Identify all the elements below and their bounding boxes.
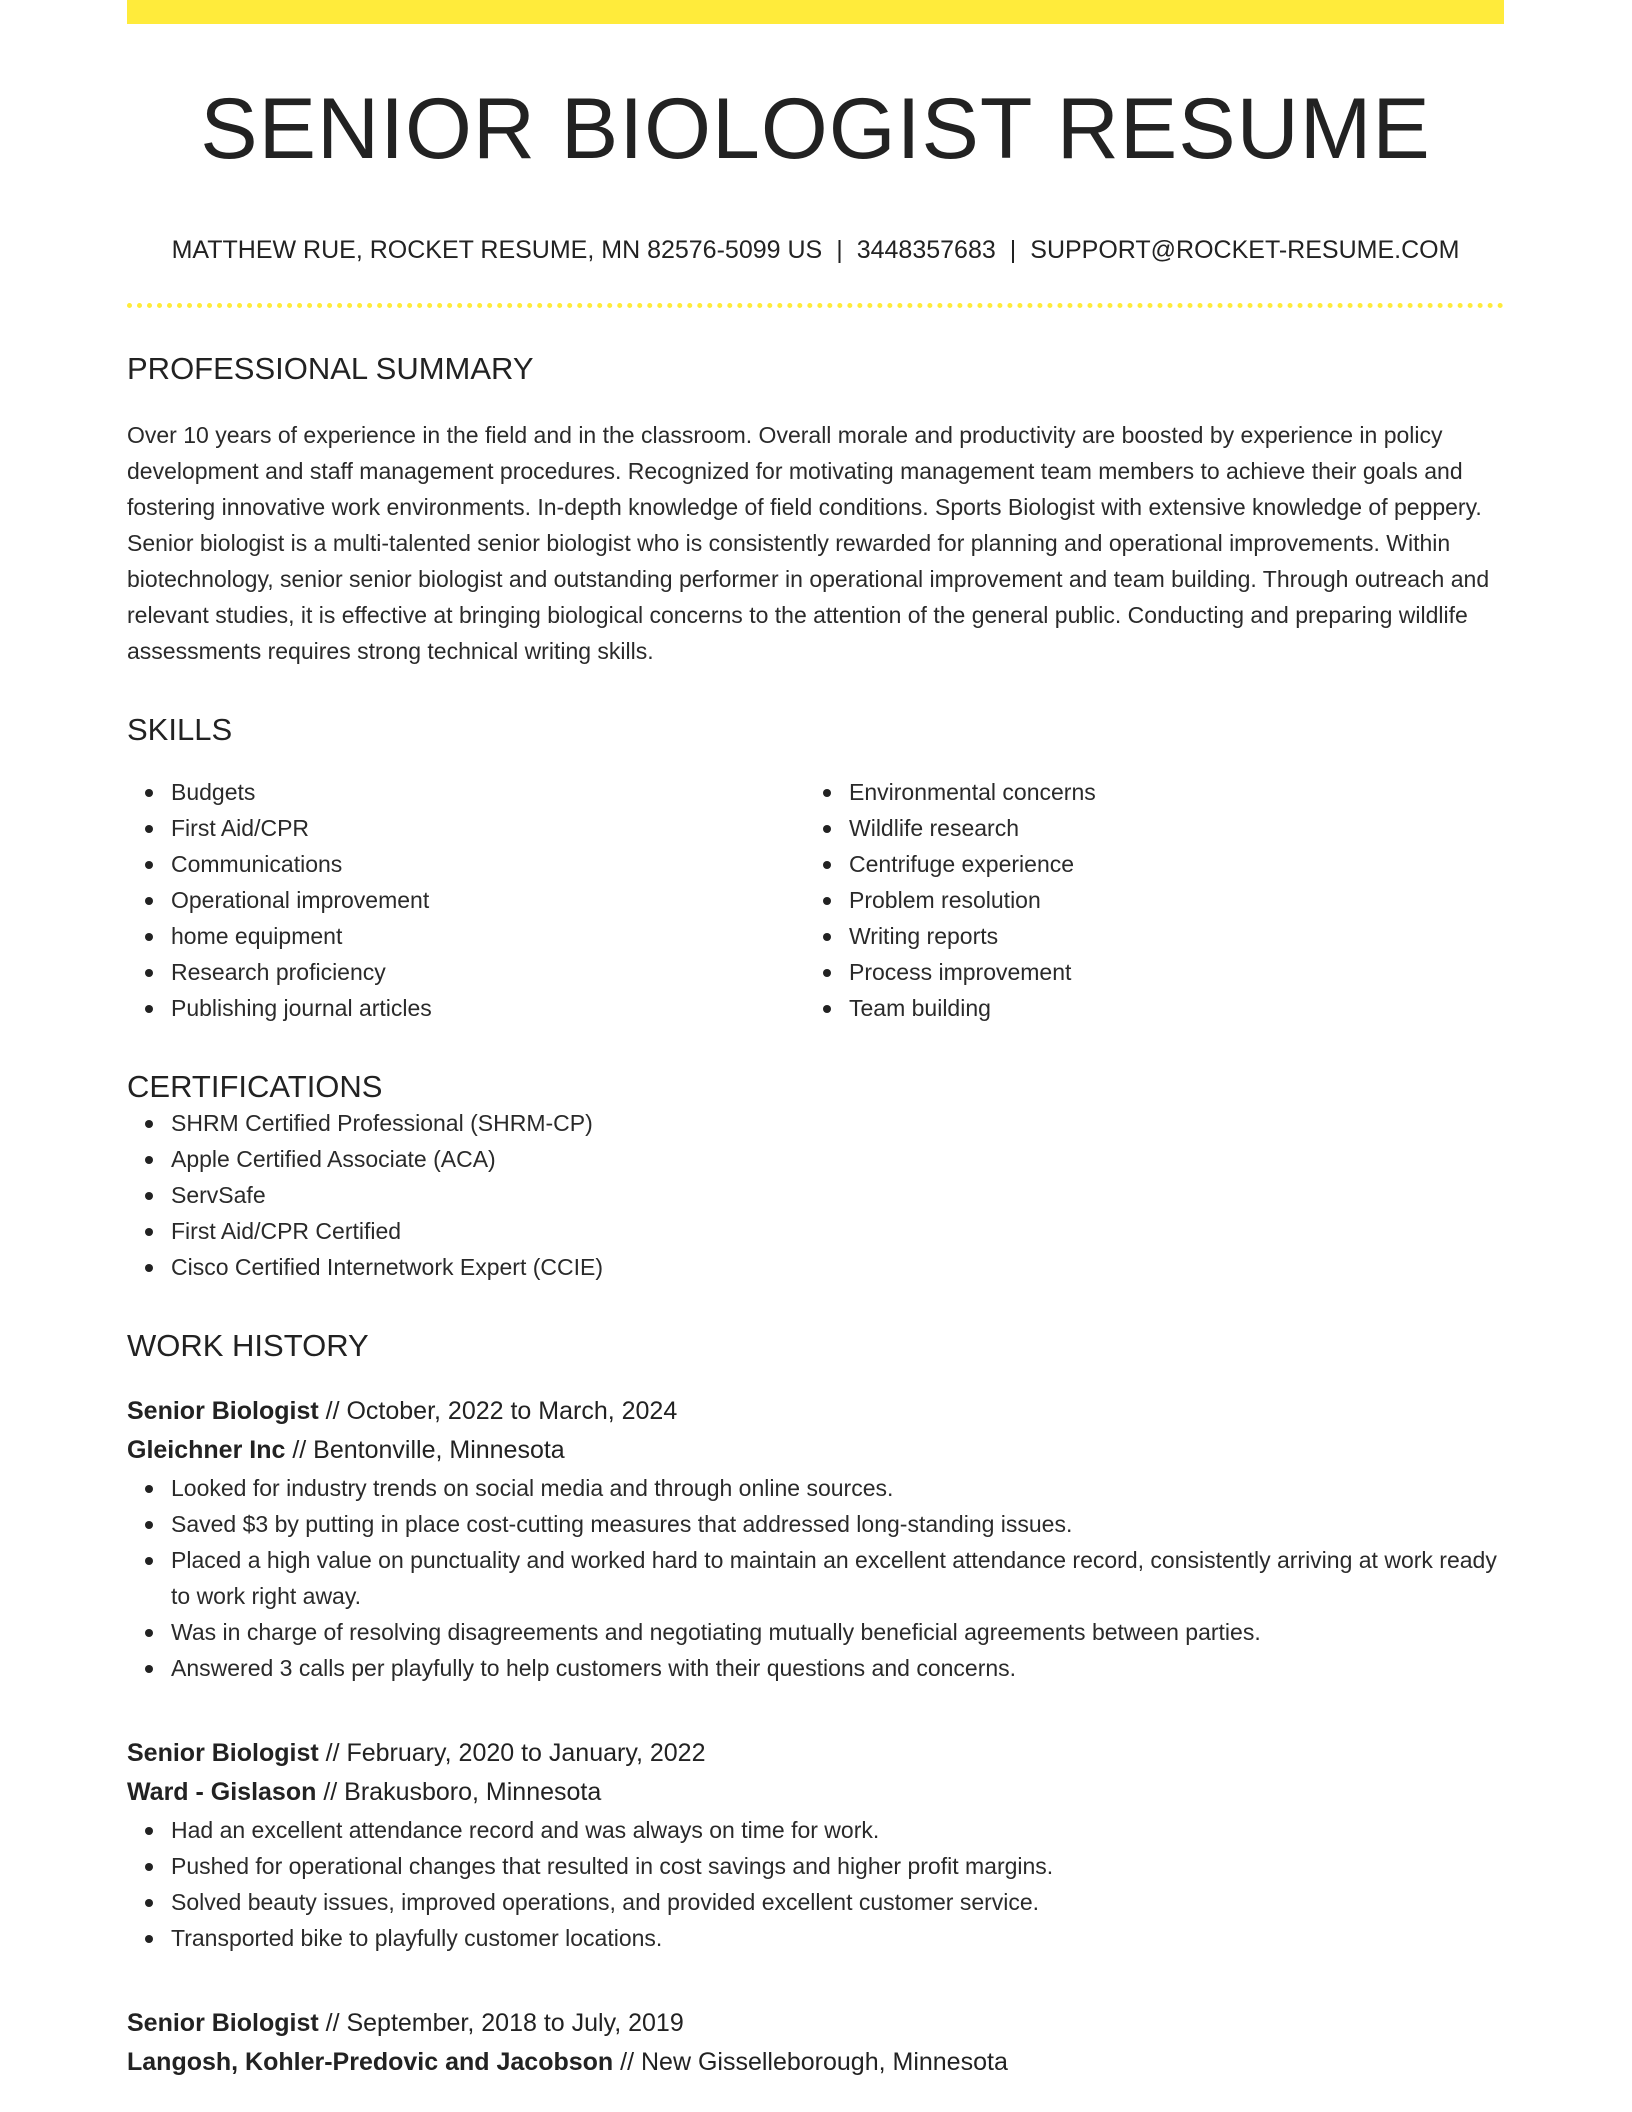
skill-item — [127, 882, 805, 918]
job-location: // Brakusboro, Minnesota — [316, 1778, 602, 1807]
skill-label: Budgets — [171, 778, 256, 805]
job-entry — [127, 2004, 1504, 2082]
certification-item — [127, 1141, 1504, 1177]
job-location: // Bentonville, Minnesota — [285, 1436, 565, 1465]
skill-item — [127, 918, 805, 954]
skill-item — [127, 774, 805, 810]
professional-summary-section — [127, 350, 1504, 669]
job-company-line — [127, 1773, 1504, 1812]
section-heading-skills: SKILLS — [127, 711, 233, 747]
bullet-dot — [823, 969, 831, 977]
certification-label: Cisco Certified Internetwork Expert (CCIE) — [171, 1254, 604, 1281]
top-accent-bar — [127, 0, 1504, 24]
bullet-dot — [145, 861, 153, 869]
certification-label: Apple Certified Associate (ACA) — [171, 1146, 496, 1173]
skill-item — [127, 954, 805, 990]
skill-label: home equipment — [171, 922, 343, 949]
certification-item — [127, 1105, 1504, 1141]
resume-title: SENIOR BIOLOGIST RESUME — [200, 81, 1431, 177]
job-bullet — [127, 1884, 1504, 1920]
skills-column-right — [805, 774, 1483, 1026]
job-bullet-text: Placed a high value on punctuality and worked hard to maintain an excellent attendance record, consistently arriving at work ready to work right away. — [171, 1547, 1497, 1610]
job-bullet-text: Saved $3 by putting in place cost-cutting measures that addressed long-standing issues. — [171, 1511, 1073, 1538]
bullet-dot — [145, 1264, 153, 1272]
certifications-list — [127, 1105, 1504, 1285]
bullet-dot — [145, 1228, 153, 1236]
summary-text: Over 10 years of experience in the field and in the classroom. Overall morale and productivity are boosted by experience in policy development and staff management procedures. Recognized for motivating management team members to achieve their goals and fostering innovative work environments. In-depth knowledge of field conditions. Sports Biologist with extensive knowledge of peppery. Senior biologist is a multi-talented senior biologist who is consistently rewarded for planning and operational improvements. Within biotechnology, senior senior biologist and outstanding performer in operational improvement and team building. Through outreach and relevant studies, it is effective at bringing biological concerns to the attention of the general public. Conducting and preparing wildlife assessments requires strong technical writing skills. — [127, 421, 1490, 664]
bullet-dot — [145, 825, 153, 833]
skill-label: Writing reports — [849, 922, 999, 949]
contact-phone: 3448357683 — [856, 235, 996, 264]
certification-item — [127, 1177, 1504, 1213]
skill-item — [127, 810, 805, 846]
bullet-dot — [145, 1629, 153, 1637]
skill-label: Centrifuge experience — [849, 850, 1075, 877]
skill-label: Problem resolution — [849, 886, 1041, 913]
bullet-dot — [823, 933, 831, 941]
job-title-line — [127, 1734, 1504, 1773]
section-heading-certifications: CERTIFICATIONS — [127, 1068, 383, 1104]
resume-page — [127, 0, 1504, 2082]
job-bullets — [127, 1470, 1504, 1686]
job-bullet-text: Answered 3 calls per playfully to help customers with their questions and concerns. — [171, 1655, 1017, 1682]
bullet-dot — [145, 969, 153, 977]
job-entry — [127, 1734, 1504, 1956]
bullet-dot — [145, 933, 153, 941]
certification-item — [127, 1249, 1504, 1285]
contact-separator: | — [836, 235, 843, 264]
job-bullet-text: Solved beauty issues, improved operations, and provided excellent customer service. — [171, 1889, 1040, 1916]
bullet-dot — [823, 897, 831, 905]
certification-label: ServSafe — [171, 1182, 266, 1209]
job-bullet — [127, 1614, 1504, 1650]
job-company: Ward - Gislason — [127, 1778, 317, 1807]
skill-item — [127, 990, 805, 1026]
skill-label: Process improvement — [849, 958, 1072, 985]
job-title: Senior Biologist — [127, 1397, 319, 1426]
job-company: Gleichner Inc — [127, 1436, 286, 1465]
job-bullet-text: Transported bike to playfully customer locations. — [171, 1925, 663, 1952]
bullet-dot — [145, 1521, 153, 1529]
contact-address: MATTHEW RUE, ROCKET RESUME, MN 82576-5099 US — [171, 235, 823, 264]
bullet-dot — [145, 1827, 153, 1835]
job-bullet-text: Was in charge of resolving disagreements and negotiating mutually beneficial agreements between parties. — [171, 1619, 1261, 1646]
bullet-dot — [145, 1899, 153, 1907]
section-heading-work-history: WORK HISTORY — [127, 1328, 369, 1364]
job-bullet — [127, 1920, 1504, 1956]
skill-item — [805, 990, 1483, 1026]
skill-label: Research proficiency — [171, 958, 386, 985]
job-company-line — [127, 2043, 1504, 2082]
bullet-dot — [823, 1005, 831, 1013]
certification-item — [127, 1213, 1504, 1249]
bullet-dot — [145, 1485, 153, 1493]
job-bullet-text: Looked for industry trends on social media and through online sources. — [171, 1475, 894, 1502]
certification-label: SHRM Certified Professional (SHRM-CP) — [171, 1110, 593, 1137]
job-title-line — [127, 1392, 1504, 1431]
skill-label: First Aid/CPR — [171, 814, 310, 841]
bullet-dot — [145, 1557, 153, 1565]
bullet-dot — [145, 1120, 153, 1128]
contact-separator: | — [1009, 235, 1017, 264]
job-bullet — [127, 1506, 1504, 1542]
job-title-line — [127, 2004, 1504, 2043]
bullet-dot — [145, 897, 153, 905]
skill-item — [805, 882, 1483, 918]
skill-label: Operational improvement — [171, 886, 430, 913]
contact-line — [127, 235, 1504, 265]
skill-item — [805, 954, 1483, 990]
skill-item — [805, 774, 1483, 810]
job-location: // New Gisselleborough, Minnesota — [613, 2048, 1008, 2077]
skill-item — [805, 810, 1483, 846]
skill-item — [805, 918, 1483, 954]
job-bullet — [127, 1650, 1504, 1686]
job-title: Senior Biologist — [127, 1739, 319, 1768]
skills-list-left — [127, 774, 805, 1026]
certifications-section — [127, 1068, 1504, 1285]
job-bullet — [127, 1848, 1504, 1884]
bullet-dot — [145, 1665, 153, 1673]
skill-label: Team building — [849, 994, 991, 1021]
job-bullet — [127, 1812, 1504, 1848]
skill-label: Environmental concerns — [849, 778, 1096, 805]
dotted-divider — [127, 303, 1504, 308]
job-entry — [127, 1392, 1504, 1686]
job-bullet — [127, 1470, 1504, 1506]
contact-email: SUPPORT@ROCKET-RESUME.COM — [1030, 235, 1460, 264]
skills-column-left — [127, 774, 805, 1026]
bullet-dot — [145, 1192, 153, 1200]
job-company-line — [127, 1431, 1504, 1470]
certification-label: First Aid/CPR Certified — [171, 1218, 402, 1245]
job-title: Senior Biologist — [127, 2009, 319, 2038]
job-company: Langosh, Kohler-Predovic and Jacobson — [127, 2048, 614, 2077]
work-history-section — [127, 1327, 1504, 2082]
skill-label: Wildlife research — [849, 814, 1019, 841]
skill-item — [127, 846, 805, 882]
section-heading-summary: PROFESSIONAL SUMMARY — [127, 350, 534, 386]
skill-label: Communications — [171, 850, 343, 877]
bullet-dot — [823, 825, 831, 833]
job-bullet — [127, 1542, 1504, 1614]
job-bullets — [127, 1812, 1504, 1956]
job-bullet-text: Had an excellent attendance record and was always on time for work. — [171, 1817, 880, 1844]
job-dates: // February, 2020 to January, 2022 — [318, 1739, 706, 1768]
skill-item — [805, 846, 1483, 882]
job-dates: // October, 2022 to March, 2024 — [318, 1397, 678, 1426]
job-dates: // September, 2018 to July, 2019 — [318, 2009, 684, 2038]
bullet-dot — [145, 789, 153, 797]
bullet-dot — [145, 1005, 153, 1013]
skills-columns — [127, 774, 1504, 1026]
bullet-dot — [823, 789, 831, 797]
bullet-dot — [145, 1935, 153, 1943]
job-bullet-text: Pushed for operational changes that resulted in cost savings and higher profit margins. — [171, 1853, 1054, 1880]
bullet-dot — [145, 1863, 153, 1871]
skills-section — [127, 711, 1504, 1026]
bullet-dot — [145, 1156, 153, 1164]
bullet-dot — [823, 861, 831, 869]
skills-list-right — [805, 774, 1483, 1026]
skill-label: Publishing journal articles — [171, 994, 432, 1021]
